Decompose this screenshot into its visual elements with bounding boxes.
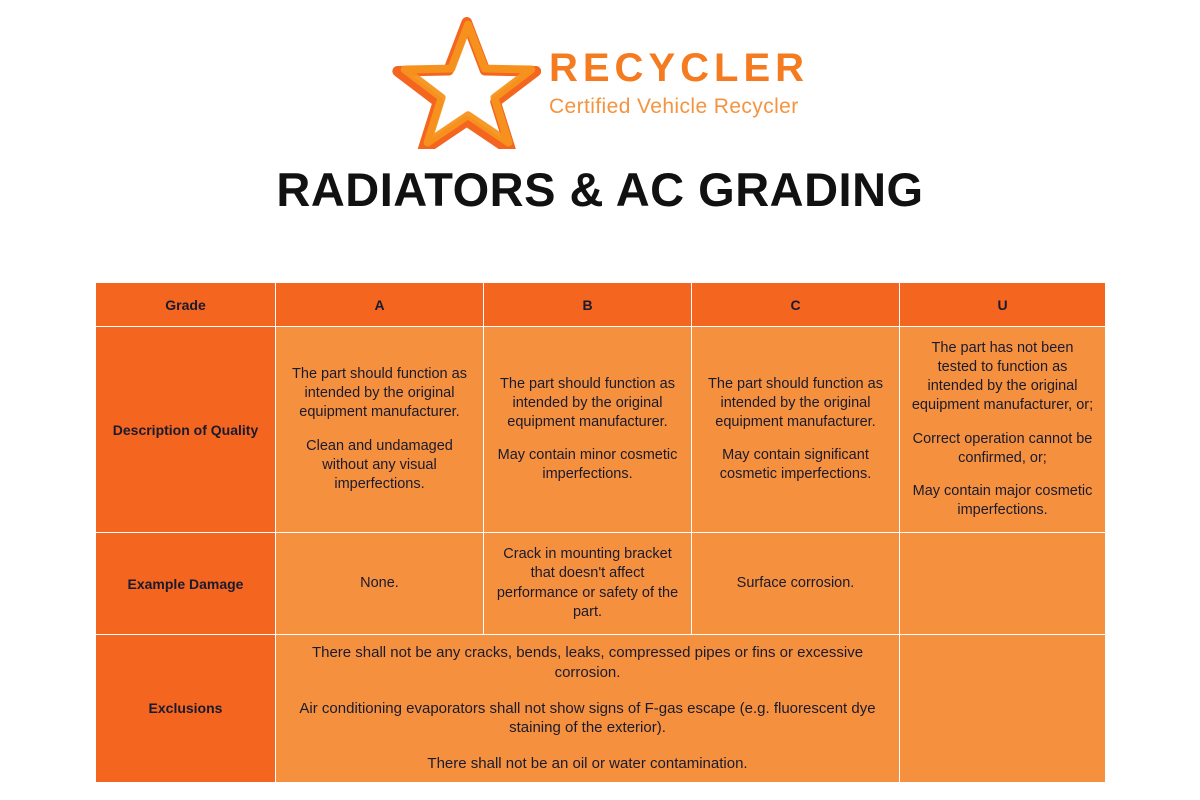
- page-title: RADIATORS & AC GRADING: [276, 163, 924, 216]
- cell-damage-u: [900, 533, 1106, 635]
- cell-text: The part should function as intended by the original equipment manufacturer.: [500, 375, 675, 430]
- column-header-grade: Grade: [96, 283, 276, 327]
- cell-description-u: [900, 327, 1106, 533]
- row-label-description: Description of Quality: [96, 327, 276, 533]
- cell-description-c: [692, 327, 900, 533]
- cell-damage-b: [484, 533, 692, 635]
- grading-table: [95, 282, 1106, 783]
- column-header-b: B: [484, 283, 692, 327]
- cell-text: May contain major cosmetic imperfections.: [912, 482, 1093, 518]
- cell-description-a: [276, 327, 484, 533]
- logo-subtitle: Certified Vehicle Recycler: [548, 95, 799, 119]
- table-row: [96, 327, 1106, 533]
- cell-damage-c: [692, 533, 900, 635]
- logo-text: [549, 47, 809, 118]
- star-icon: [391, 9, 541, 149]
- cell-exclusions-u: [900, 635, 1106, 783]
- cell-text: May contain significant cosmetic imperfections.: [719, 447, 872, 483]
- table-row: [96, 635, 1106, 783]
- cell-text: The part has not been tested to function as intended by the original equipment manufacturer, or;: [911, 340, 1094, 414]
- row-label-exclusions: Exclusions: [96, 635, 276, 783]
- cell-text: Surface corrosion.: [736, 574, 855, 591]
- cell-text: There shall not be any cracks, bends, leaks, compressed pipes or fins or excessive corrosion.: [311, 644, 864, 681]
- logo-title: RECYCLER: [548, 46, 810, 91]
- cell-exclusions: [276, 635, 900, 783]
- logo: [0, 0, 1200, 140]
- cell-text: None.: [360, 574, 399, 591]
- cell-text: The part should function as intended by the original equipment manufacturer.: [708, 375, 883, 430]
- cell-text: May contain minor cosmetic imperfections.: [497, 447, 678, 483]
- cell-text: Crack in mounting bracket that doesn't affect performance or safety of the part.: [496, 546, 679, 620]
- cell-text: Clean and undamaged without any visual imperfections.: [306, 437, 453, 492]
- column-header-u: U: [900, 283, 1106, 327]
- column-header-c: C: [692, 283, 900, 327]
- cell-text: Air conditioning evaporators shall not show signs of F-gas escape (e.g. fluorescent dye staining of the exterior).: [299, 699, 876, 737]
- cell-text: There shall not be an oil or water contamination.: [427, 755, 748, 773]
- cell-text: Correct operation cannot be confirmed, or;: [912, 430, 1093, 466]
- cell-description-b: [484, 327, 692, 533]
- column-header-a: A: [276, 283, 484, 327]
- cell-text: The part should function as intended by the original equipment manufacturer.: [292, 366, 467, 421]
- row-label-example-damage: Example Damage: [96, 533, 276, 635]
- table-header-row: [96, 283, 1106, 327]
- table-row: [96, 533, 1106, 635]
- cell-damage-a: [276, 533, 484, 635]
